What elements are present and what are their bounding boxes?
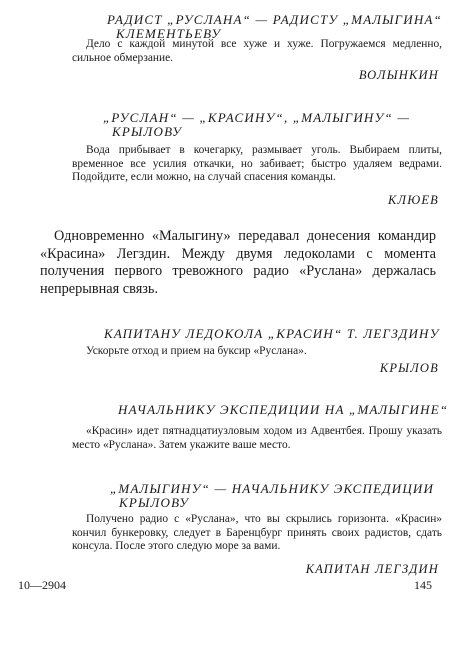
radiogram-body: «Красин» идет пятнадцатиузловым ходом из Адвентбея. Прошу указать место «Руслана». Затем укажите ваше место. bbox=[72, 425, 442, 451]
radiogram-body: Ускорьте отход и прием на буксир «Руслана». bbox=[86, 345, 307, 357]
page-number: 145 bbox=[414, 578, 432, 592]
radiogram-body: Вода прибывает в кочегарку, размывает уголь. Выбираем плиты, временное все усилия откачки, но забивает; быстро удаляем ведрами. Подойдите, если можно, на случай спасения команды. bbox=[72, 144, 442, 184]
radiogram-body: Получено радио с «Руслана», что вы скрылись горизонта. «Красин» кончил бункеровку, следует в Баренцбург принять своих радистов, сдать консула. После этого следую море за вами. bbox=[72, 513, 442, 553]
radiogram-header-line1: „РУСЛАН“ — „КРАСИНУ“, „МАЛЫГИНУ“ — bbox=[103, 110, 411, 125]
radiogram-header bbox=[118, 403, 448, 417]
radiogram-signature: КРЫЛОВ bbox=[379, 361, 439, 375]
radiogram-header bbox=[104, 327, 440, 341]
radiogram-header-line1: РАДИСТ „РУСЛАНА“ — РАДИСТУ „МАЛЫГИНА“ bbox=[107, 12, 443, 27]
radiogram-header bbox=[103, 111, 410, 139]
radiogram-header-line1: „МАЛЫГИНУ“ — НАЧАЛЬНИКУ ЭКСПЕДИЦИИ bbox=[110, 481, 435, 496]
radiogram-header-line1: КАПИТАНУ ЛЕДОКОЛА „КРАСИН“ Т. ЛЕГЗДИНУ bbox=[104, 326, 440, 341]
radiogram-header bbox=[107, 13, 442, 41]
radiogram-header-line1: НАЧАЛЬНИКУ ЭКСПЕДИЦИИ НА „МАЛЫГИНЕ“ bbox=[118, 402, 449, 417]
radiogram-header-line2: КРЫЛОВУ bbox=[119, 495, 190, 510]
radiogram-header-line2: КЛЕМЕНТЬЕВУ bbox=[116, 26, 222, 41]
radiogram-header bbox=[110, 482, 434, 510]
printer-signature-mark: 10—2904 bbox=[18, 578, 66, 592]
radiogram-body: Дело с каждой минутой все хуже и хуже. Погружаемся медленно, сильное обмерзание. bbox=[72, 38, 442, 64]
radiogram-header-line2: КРЫЛОВУ bbox=[112, 124, 183, 139]
narrative-paragraph: Одновременно «Малыгину» передавал донесения командир «Красина» Легздин. Между двумя ледоколами с момента получения первого тревожного радио «Руслана» держалась непрерывная связь. bbox=[40, 228, 436, 298]
radiogram-signature: КЛЮЕВ bbox=[388, 193, 439, 207]
radiogram-signature: КАПИТАН ЛЕГЗДИН bbox=[305, 562, 439, 576]
radiogram-signature: ВОЛЫНКИН bbox=[358, 68, 439, 82]
